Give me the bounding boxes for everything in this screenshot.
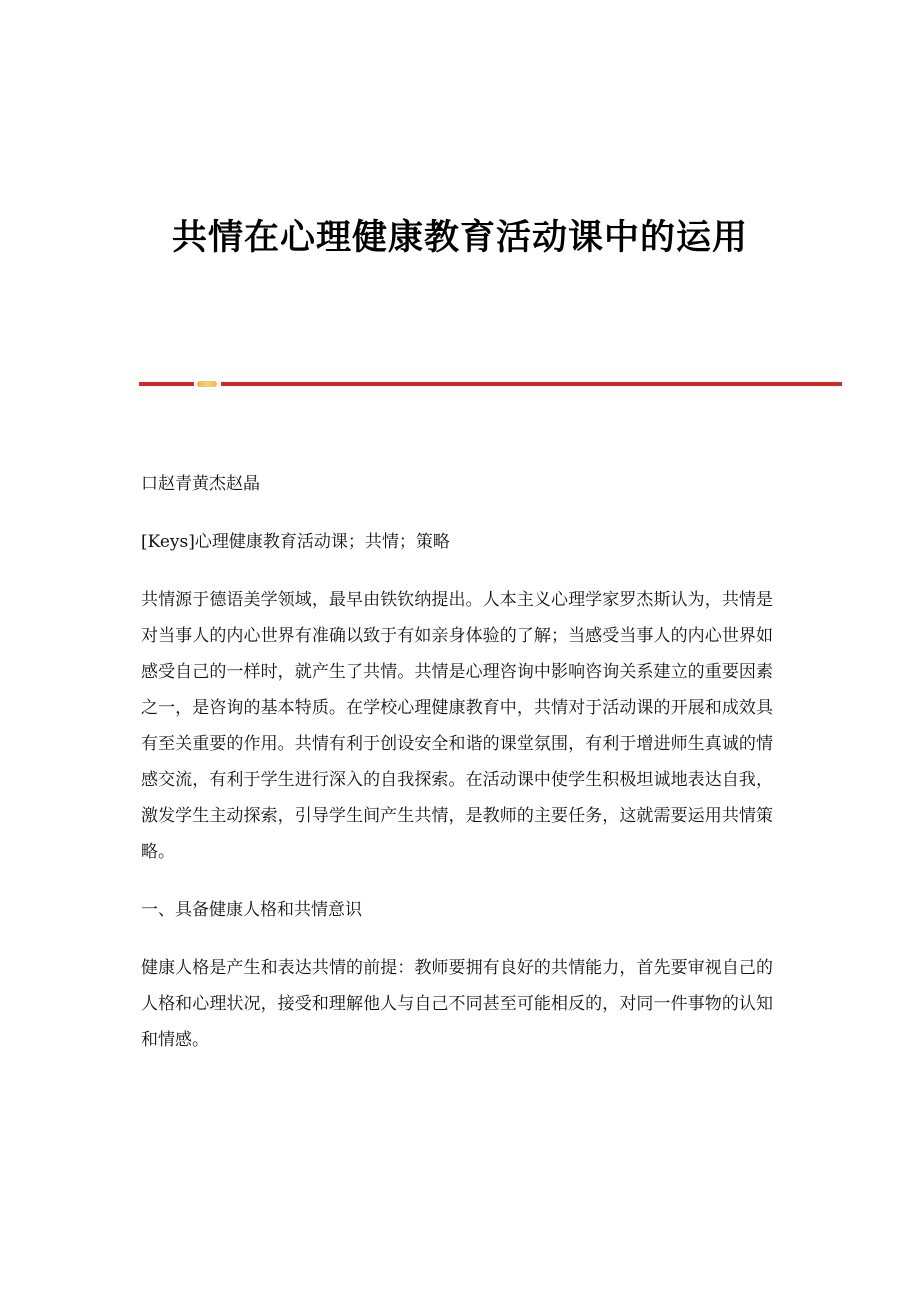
document-title: 共情在心理健康教育活动课中的运用	[171, 218, 748, 258]
intro-paragraph: 共情源于德语美学领域，最早由铁钦纳提出。人本主义心理学家罗杰斯认为，共情是对当事人的内心世界有准确以致于有如亲身体验的了解；当感受当事人的内心世界如感受自己的一样时，就产生了共情。共情是心理咨询中影响咨询关系建立的重要因素之一，是咨询的基本特质。在学校心理健康教育中，共情对于活动课的开展和成效具有至关重要的作用。共情有利于创设安全和谐的课堂氛围，有利于增进师生真诚的情感交流，有利于学生进行深入的自我探索。在活动课中使学生积极坦诚地表达自我，激发学生主动探索，引导学生间产生共情，是教师的主要任务，这就需要运用共情策略。	[141, 590, 773, 862]
keywords-line: [Keys]心理健康教育活动课；共情；策略	[141, 532, 450, 552]
divider-ornament-icon	[197, 381, 217, 387]
section-heading: 一、具备健康人格和共情意识	[141, 900, 362, 920]
divider-left-bar	[139, 382, 194, 386]
title-divider	[139, 380, 842, 388]
divider-right-bar	[221, 382, 842, 386]
document-body	[141, 466, 773, 1080]
section-paragraph: 健康人格是产生和表达共情的前提：教师要拥有良好的共情能力，首先要审视自己的人格和心理状况，接受和理解他人与自己不同甚至可能相反的，对同一件事物的认知和情感。	[141, 958, 773, 1050]
authors-line: 口赵青黄杰赵晶	[141, 474, 260, 494]
